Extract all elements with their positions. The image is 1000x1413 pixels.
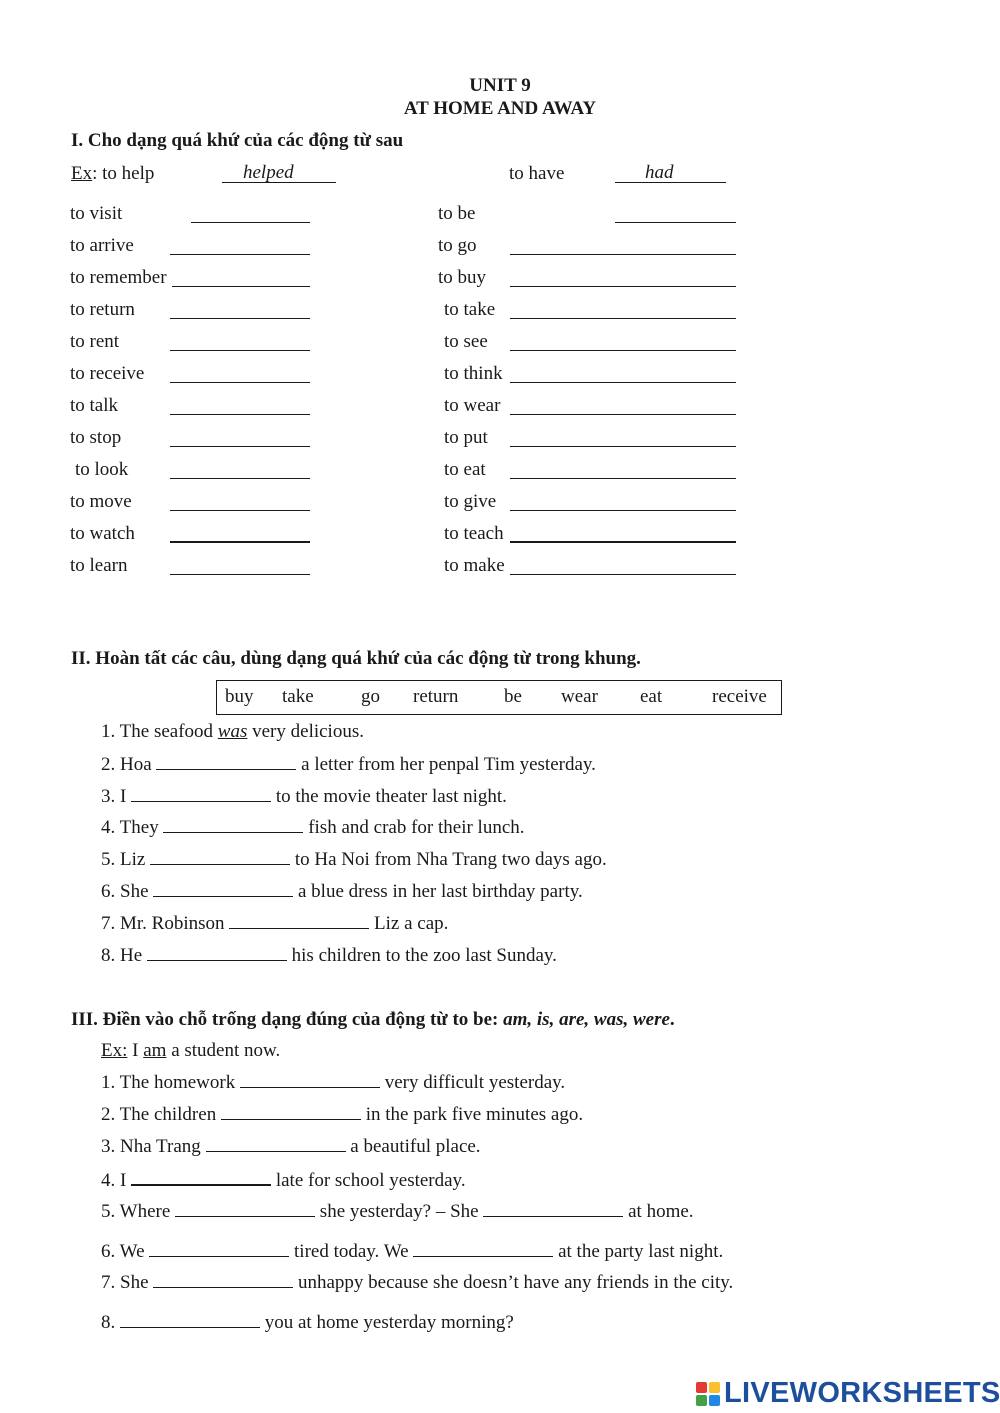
answer-blank[interactable]	[206, 1135, 346, 1152]
word-box	[216, 680, 782, 715]
section3-example: Ex: I am a student now.	[101, 1040, 281, 1061]
verb-left: to receive	[70, 363, 145, 384]
word-box-item: return	[413, 686, 459, 707]
liveworksheets-brand: LIVEWORKSHEETS	[724, 1377, 1000, 1409]
sentence-item: 7. She unhappy because she doesn’t have any friends in the city.	[101, 1272, 734, 1293]
verb-right: to take	[444, 299, 496, 320]
example-answer-right: had	[645, 162, 674, 183]
answer-blank[interactable]	[131, 1168, 271, 1186]
answer-blank[interactable]	[483, 1200, 623, 1217]
word-box-item: receive	[712, 686, 767, 707]
verb-right: to be	[438, 203, 476, 224]
verb-right: to think	[444, 363, 503, 384]
unit-subtitle: AT HOME AND AWAY	[403, 98, 597, 119]
answer-blank[interactable]	[510, 574, 736, 575]
sentence-item: 1. The homework very difficult yesterday.	[101, 1072, 566, 1093]
answer-blank[interactable]	[170, 510, 310, 511]
section3-heading: III. Điền vào chỗ trống dạng đúng của động từ to be: am, is, are, was, were.	[71, 1009, 675, 1030]
example-answer: was	[217, 721, 248, 742]
answer-blank[interactable]	[120, 1311, 260, 1328]
section1-example-left: Ex: to help	[71, 163, 155, 184]
verb-left: to talk	[70, 395, 119, 416]
verb-right: to go	[438, 235, 477, 256]
answer-blank[interactable]	[615, 222, 736, 223]
verb-left: to look	[75, 459, 129, 480]
word-box-item: buy	[225, 686, 254, 707]
verb-right: to give	[444, 491, 497, 512]
sentence-item: 3. Nha Trang a beautiful place.	[101, 1136, 481, 1157]
sentence-item: 6. She a blue dress in her last birthday party.	[101, 881, 583, 902]
answer-blank[interactable]	[510, 286, 736, 287]
answer-blank[interactable]	[191, 222, 310, 223]
answer-blank[interactable]	[172, 286, 310, 287]
word-box-item: eat	[640, 686, 663, 707]
sentence-item: 4. They fish and crab for their lunch.	[101, 817, 525, 838]
answer-blank[interactable]	[510, 478, 736, 479]
verb-left: to rent	[70, 331, 120, 352]
answer-blank[interactable]	[170, 382, 310, 383]
answer-blank[interactable]	[131, 785, 271, 802]
verb-right: to see	[444, 331, 488, 352]
answer-blank[interactable]	[149, 1240, 289, 1257]
word-box-item: wear	[561, 686, 598, 707]
sentence-item: 5. Where she yesterday? – She at home.	[101, 1201, 694, 1222]
example-answer: am	[143, 1040, 167, 1061]
example-label: Ex	[71, 163, 93, 184]
answer-blank[interactable]	[170, 478, 310, 479]
verb-left: to watch	[70, 523, 135, 544]
answer-blank[interactable]	[170, 446, 310, 447]
answer-blank[interactable]	[170, 254, 310, 255]
verb-left: to stop	[70, 427, 122, 448]
verb-right: to wear	[444, 395, 501, 416]
word-box-item: be	[504, 686, 522, 707]
verb-right: to put	[444, 427, 488, 448]
answer-blank[interactable]	[170, 541, 310, 543]
verb-left: to remember	[70, 267, 167, 288]
sentence-item: 5. Liz to Ha Noi from Nha Trang two days ago.	[101, 849, 607, 870]
answer-blank[interactable]	[240, 1071, 380, 1088]
sentence-item: 8. you at home yesterday morning?	[101, 1312, 514, 1333]
answer-blank[interactable]	[153, 880, 293, 897]
section2-example: 1. The seafood was very delicious.	[101, 721, 364, 742]
sentence-item: 3. I to the movie theater last night.	[101, 786, 507, 807]
example-label: Ex:	[101, 1040, 128, 1061]
answer-blank[interactable]	[170, 350, 310, 351]
verb-left: to learn	[70, 555, 128, 576]
section2-heading: II. Hoàn tất các câu, dùng dạng quá khứ của các động từ trong khung.	[71, 648, 641, 669]
answer-blank[interactable]	[147, 944, 287, 961]
answer-blank[interactable]	[510, 510, 736, 511]
word-box-item: go	[361, 686, 380, 707]
answer-blank[interactable]	[229, 912, 369, 929]
answer-blank[interactable]	[510, 318, 736, 319]
answer-blank[interactable]	[413, 1240, 553, 1257]
answer-blank[interactable]	[170, 318, 310, 319]
answer-blank[interactable]	[510, 414, 736, 415]
answer-blank[interactable]	[510, 541, 736, 543]
verb-left: to visit	[70, 203, 123, 224]
example-answer-left: helped	[243, 162, 294, 183]
word-box-item: take	[282, 686, 314, 707]
answer-blank[interactable]	[170, 414, 310, 415]
sentence-item: 7. Mr. Robinson Liz a cap.	[101, 913, 449, 934]
sentence-item: 8. He his children to the zoo last Sunday.	[101, 945, 557, 966]
verb-left: to arrive	[70, 235, 134, 256]
verb-left: to move	[70, 491, 132, 512]
section1-example-right: to have	[509, 163, 565, 184]
verb-left: to return	[70, 299, 135, 320]
answer-blank[interactable]	[221, 1103, 361, 1120]
section1-heading: I. Cho dạng quá khứ của các động từ sau	[71, 130, 404, 151]
answer-blank[interactable]	[510, 254, 736, 255]
answer-blank[interactable]	[175, 1200, 315, 1217]
unit-title: UNIT 9	[469, 75, 531, 96]
sentence-item: 2. Hoa a letter from her penpal Tim yesterday.	[101, 754, 596, 775]
liveworksheets-logo-icon	[696, 1382, 720, 1406]
answer-blank[interactable]	[510, 382, 736, 383]
sentence-item: 4. I late for school yesterday.	[101, 1170, 466, 1191]
sentence-item: 6. We tired today. We at the party last night.	[101, 1241, 724, 1262]
verb-right: to eat	[444, 459, 486, 480]
verb-right: to buy	[438, 267, 487, 288]
answer-blank[interactable]	[153, 1271, 293, 1288]
sentence-item: 2. The children in the park five minutes ago.	[101, 1104, 584, 1125]
liveworksheets-logo	[696, 1376, 1000, 1410]
answer-blank[interactable]	[150, 848, 290, 865]
answer-blank[interactable]	[170, 574, 310, 575]
answer-blank[interactable]	[510, 350, 736, 351]
verb-right: to teach	[444, 523, 504, 544]
answer-blank[interactable]	[510, 446, 736, 447]
answer-blank[interactable]	[163, 816, 303, 833]
answer-blank[interactable]	[156, 753, 296, 770]
verb-right: to make	[444, 555, 505, 576]
